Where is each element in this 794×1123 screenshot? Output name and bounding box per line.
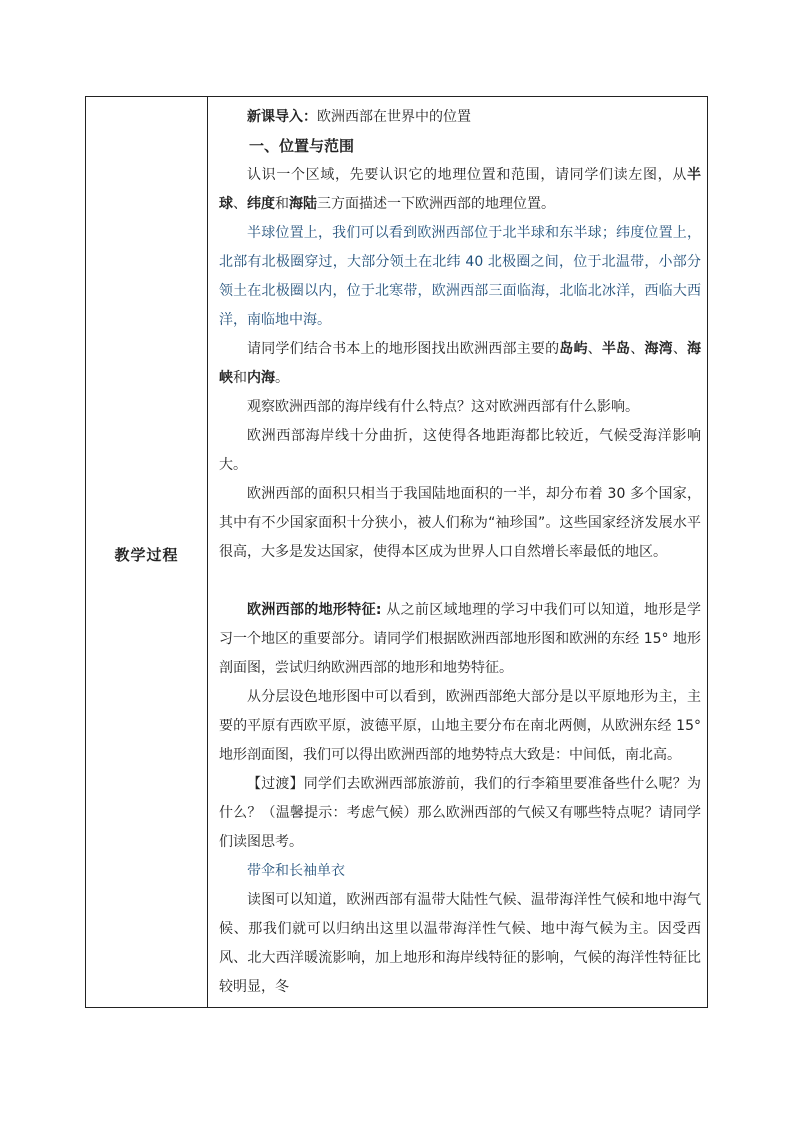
text-run: 三方面描述一下欧洲西部的地理位置。 xyxy=(317,196,555,212)
text-run: 。 xyxy=(275,370,289,386)
keyword-bays: 海湾 xyxy=(644,341,673,357)
keyword-islands: 岛屿 xyxy=(559,341,588,357)
paragraph-terrain-features xyxy=(219,596,701,683)
text-run: 和 xyxy=(275,196,289,212)
text-run: 和 xyxy=(233,370,247,386)
intro-label: 新课导入： xyxy=(247,109,317,125)
text-run: 、 xyxy=(233,196,247,212)
text-run: 从之前区域地理的学习中我们可以知道，地形是学习一个地区的重要部分。请同学们根据欧洲西部地形图和欧洲的东经 15° 地形剖面图，尝试归纳欧洲西部的地形和地势特征。 xyxy=(219,602,701,676)
keyword-straits: 海峡 xyxy=(219,341,702,386)
intro-line xyxy=(219,103,701,132)
paragraph-position-answer: 半球位置上，我们可以看到欧洲西部位于北半球和东半球；纬度位置上，北部有北极圈穿过，大部分领土在北纬 40 北极圈之间，位于北温带，小部分领土在北极圈以内，位于北寒带，欧洲西部三面临海，北临北冰洋，西临大西洋，南临地中海。 xyxy=(219,225,701,328)
terrain-label: 欧洲西部的地形特征: xyxy=(247,602,382,618)
label-cell xyxy=(86,97,208,1007)
paragraph-landforms-task xyxy=(219,335,701,393)
intro-text: 欧洲西部在世界中的位置 xyxy=(317,109,471,125)
paragraph-terrain-answer: 从分层设色地形图中可以看到，欧洲西部绝大部分是以平原地形为主，主要的平原有西欧平原，波德平原，山地主要分布在南北两侧，从欧洲东经 15° 地形剖面图，我们可以得出欧洲西部的地势特点大致是：中间低，南北高。 xyxy=(219,689,701,763)
paragraph-countries: 欧洲西部的面积只相当于我国陆地面积的一半，却分布着 30 多个国家，其中有不少国家面积十分狭小，被人们称为“袖珍国”。这些国家经济发展水平很高，大多是发达国家，使得本区成为世界人口自然增长率最低的地区。 xyxy=(219,486,701,560)
paragraph-packing-answer: 带伞和长袖单衣 xyxy=(247,863,345,879)
paragraph-coastline-question: 观察欧洲西部的海岸线有什么特点？这对欧洲西部有什么影响。 xyxy=(247,399,639,415)
paragraph-position-question xyxy=(219,161,701,219)
keyword-hemisphere: 半球 xyxy=(219,167,701,212)
lesson-content xyxy=(209,97,707,1002)
row-label: 教学过程 xyxy=(114,546,179,564)
text-run: 认识一个区域，先要认识它的地理位置和范围，请同学们读左图，从 xyxy=(247,167,687,183)
content-cell xyxy=(209,97,707,1007)
keyword-latitude: 纬度 xyxy=(247,196,275,212)
keyword-inland-seas: 内海 xyxy=(247,370,275,386)
paragraph-climate: 读图可以知道，欧洲西部有温带大陆性气候、温带海洋性气候和地中海气候、那我们就可以归纳出这里以温带海洋性气候、地中海气候为主。因受西风、北大西洋暖流影响，加上地形和海岸线特征的影响，气候的海洋性特征比较明显，冬 xyxy=(219,892,701,995)
paragraph-transition: 【过渡】同学们去欧洲西部旅游前，我们的行李箱里要准备些什么呢？为什么？（温馨提示：考虑气候）那么欧洲西部的气候又有哪些特点呢？请同学们读图思考。 xyxy=(219,776,701,850)
keyword-peninsulas: 半岛 xyxy=(601,341,631,357)
section-heading: 一、位置与范围 xyxy=(249,137,355,155)
paragraph-coastline-answer: 欧洲西部海岸线十分曲折，这使得各地距海都比较近，气候受海洋影响大。 xyxy=(219,428,701,473)
lesson-table xyxy=(85,96,708,1008)
spacer xyxy=(219,567,701,596)
text-run: 、 xyxy=(587,341,602,357)
keyword-sea-land: 海陆 xyxy=(289,196,317,212)
text-run: 、 xyxy=(630,341,645,357)
text-run: 、 xyxy=(672,341,688,357)
text-run: 请同学们结合书本上的地形图找出欧洲西部主要的 xyxy=(247,341,560,357)
